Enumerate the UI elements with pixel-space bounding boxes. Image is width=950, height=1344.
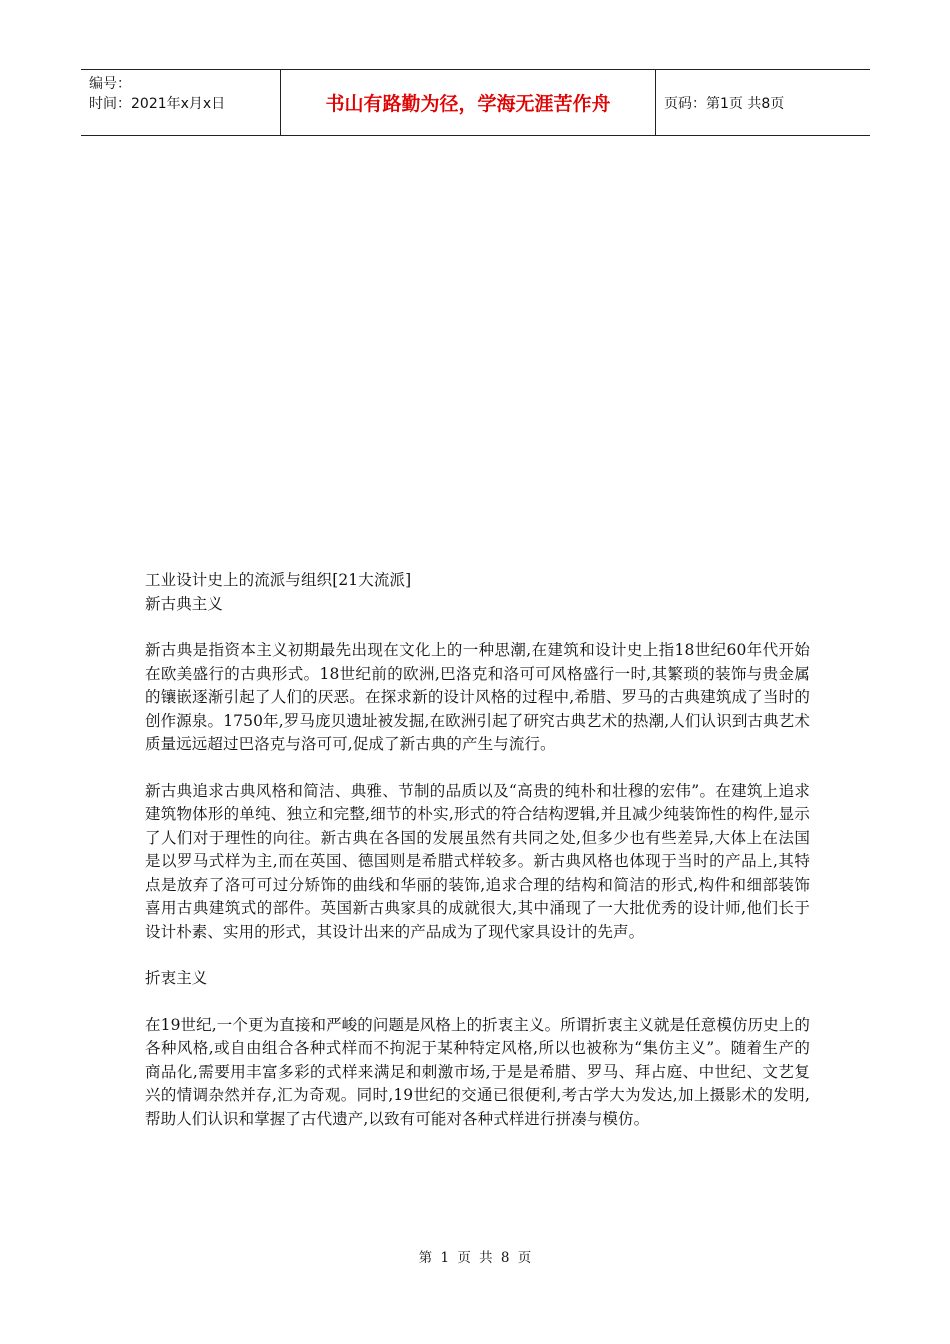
document-title: 工业设计史上的流派与组织[21大流派] [145, 571, 412, 589]
section-heading-neoclassicism: 新古典主义 [145, 594, 224, 613]
header-page-number: 页码：第1页 共8页 [664, 95, 785, 112]
document-date-label: 时间：2021年x月x日 [89, 96, 226, 112]
page-footer: 第 1 页 共 8 页 [418, 1250, 532, 1266]
page-header [81, 69, 870, 136]
document-body [145, 569, 810, 1131]
section-heading-eclecticism: 折衷主义 [145, 969, 208, 987]
header-motto: 书山有路勤为径，学海无涯苦作舟 [281, 70, 656, 135]
header-meta [81, 70, 281, 135]
paragraph: 新古典是指资本主义初期最先出现在文化上的一种思潮,在建筑和设计史上指18世纪60年代开始在欧美盛行的古典形式。18世纪前的欧洲,巴洛克和洛可可风格盛行一时,其繁琐的装饰与贵金属的镶嵌逐渐引起了人们的厌恶。在探求新的设计风格的过程中,希腊、罗马的古典建筑成了当时的创作源泉。1750年,罗马庞贝遗址被发掘,在欧洲引起了研究古典艺术的热潮,人们认识到古典艺术质量远远超过巴洛克与洛可可,促成了新古典的产生与流行。 [145, 641, 810, 753]
paragraph: 在19世纪,一个更为直接和严峻的问题是风格上的折衷主义。所谓折衷主义就是任意模仿历史上的各种风格,或自由组合各种式样而不拘泥于某种特定风格,所以也被称为“集仿主义”。随着生产的商品化,需要用丰富多彩的式样来满足和刺激市场,于是是希腊、罗马、拜占庭、中世纪、文艺复兴的情调杂然并存,汇为奇观。同时,19世纪的交通已很便利,考古学大为发达,加上摄影术的发明,帮助人们认识和掌握了古代遗产,以致有可能对各种式样进行拼凑与模仿。 [145, 1015, 810, 1128]
paragraph: 新古典追求古典风格和简洁、典雅、节制的品质以及“高贵的纯朴和壮穆的宏伟”。在建筑上追求建筑物体形的单纯、独立和完整,细节的朴实,形式的符合结构逻辑,并且减少纯装饰性的构件,显示了人们对于理性的向往。新古典在各国的发展虽然有共同之处,但多少也有些差异,大体上在法国是以罗马式样为主,而在英国、德国则是希腊式样较多。新古典风格也体现于当时的产品上,其特点是放弃了洛可可过分矫饰的曲线和华丽的装饰,追求合理的结构和简洁的形式,构件和细部装饰喜用古典建筑式的部件。英国新古典家具的成就很大,其中涌现了一大批优秀的设计师,他们长于设计朴素、实用的形式，其设计出来的产品成为了现代家具设计的先声。 [145, 781, 810, 941]
document-number-label: 编号： [89, 76, 131, 92]
